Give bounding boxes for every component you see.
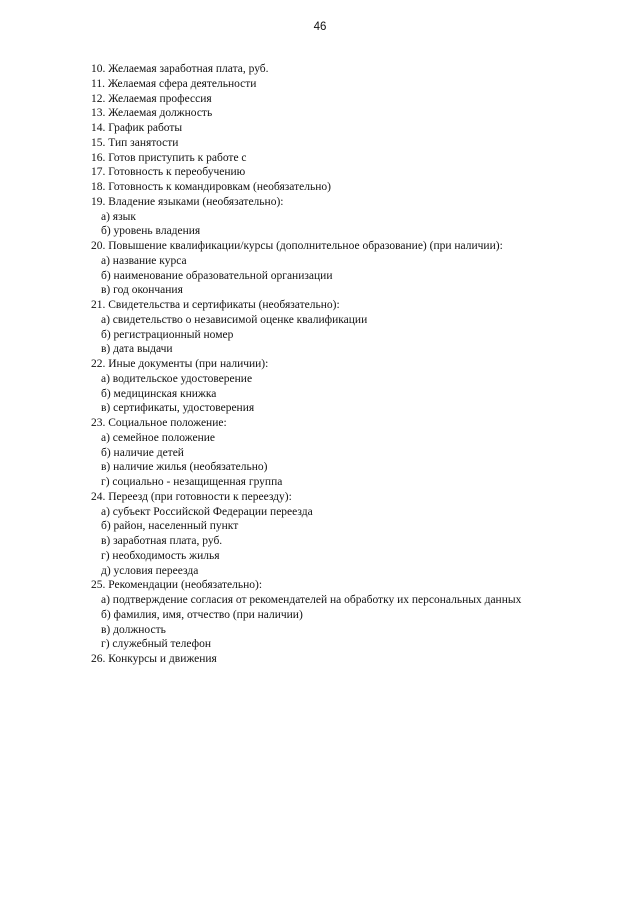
list-item: 10. Желаемая заработная плата, руб. — [91, 63, 269, 75]
list-subitem: б) уровень владения — [101, 225, 201, 238]
list-item: 24. Переезд (при готовности к переезду): — [91, 490, 292, 503]
list-item: 19. Владение языками (необязательно): — [91, 195, 284, 208]
list-subitem: а) свидетельство о независимой оценке квалификации — [101, 313, 368, 326]
list-subitem: г) социально - незащищенная группа — [101, 476, 283, 488]
list-subitem: а) язык — [101, 210, 136, 223]
page-number: 46 — [313, 21, 327, 33]
list-item: 20. Повышение квалификации/курсы (дополнительное образование) (при наличии): — [91, 240, 503, 252]
list-subitem: б) наличие детей — [101, 446, 184, 459]
list-subitem: в) дата выдачи — [101, 343, 173, 356]
list-subitem: в) сертификаты, удостоверения — [101, 402, 255, 415]
list-subitem: а) водительское удостоверение — [101, 372, 253, 385]
list-subitem: а) название курса — [101, 254, 187, 267]
list-subitem: а) подтверждение согласия от рекомендателей на обработку их персональных данных — [101, 594, 522, 606]
list-subitem: в) заработная плата, руб. — [101, 535, 223, 547]
list-subitem: б) фамилия, имя, отчество (при наличии) — [101, 608, 303, 621]
list-subitem: в) должность — [101, 623, 166, 636]
list-subitem: г) служебный телефон — [101, 638, 211, 651]
list-item: 11. Желаемая сфера деятельности — [91, 77, 257, 90]
list-subitem: в) год окончания — [101, 284, 183, 297]
list-subitem: г) необходимость жилья — [101, 549, 220, 562]
list-subitem: б) район, населенный пункт — [101, 520, 239, 533]
list-item: 23. Социальное положение: — [91, 417, 227, 429]
list-item: 25. Рекомендации (необязательно): — [91, 579, 263, 592]
list-subitem: а) семейное положение — [101, 431, 215, 444]
list-item: 22. Иные документы (при наличии): — [91, 358, 269, 370]
list-item: 17. Готовность к переобучению — [91, 166, 246, 179]
list-subitem: а) субъект Российской Федерации переезда — [101, 505, 313, 518]
list-item: 12. Желаемая профессия — [91, 92, 212, 105]
list-subitem: б) регистрационный номер — [101, 328, 234, 341]
list-item: 21. Свидетельства и сертификаты (необязательно): — [91, 299, 340, 311]
list-item: 15. Тип занятости — [91, 136, 179, 149]
field-list — [91, 62, 611, 667]
list-item: 14. График работы — [91, 122, 183, 134]
list-subitem: б) медицинская книжка — [101, 387, 217, 400]
list-subitem: б) наименование образовательной организации — [101, 269, 333, 282]
list-subitem: д) условия переезда — [101, 564, 199, 577]
list-item: 13. Желаемая должность — [91, 107, 213, 120]
list-item: 16. Готов приступить к работе с — [91, 151, 247, 164]
list-item: 26. Конкурсы и движения — [91, 653, 217, 665]
list-subitem: в) наличие жилья (необязательно) — [101, 461, 268, 474]
list-item: 18. Готовность к командировкам (необязательно) — [91, 181, 331, 193]
